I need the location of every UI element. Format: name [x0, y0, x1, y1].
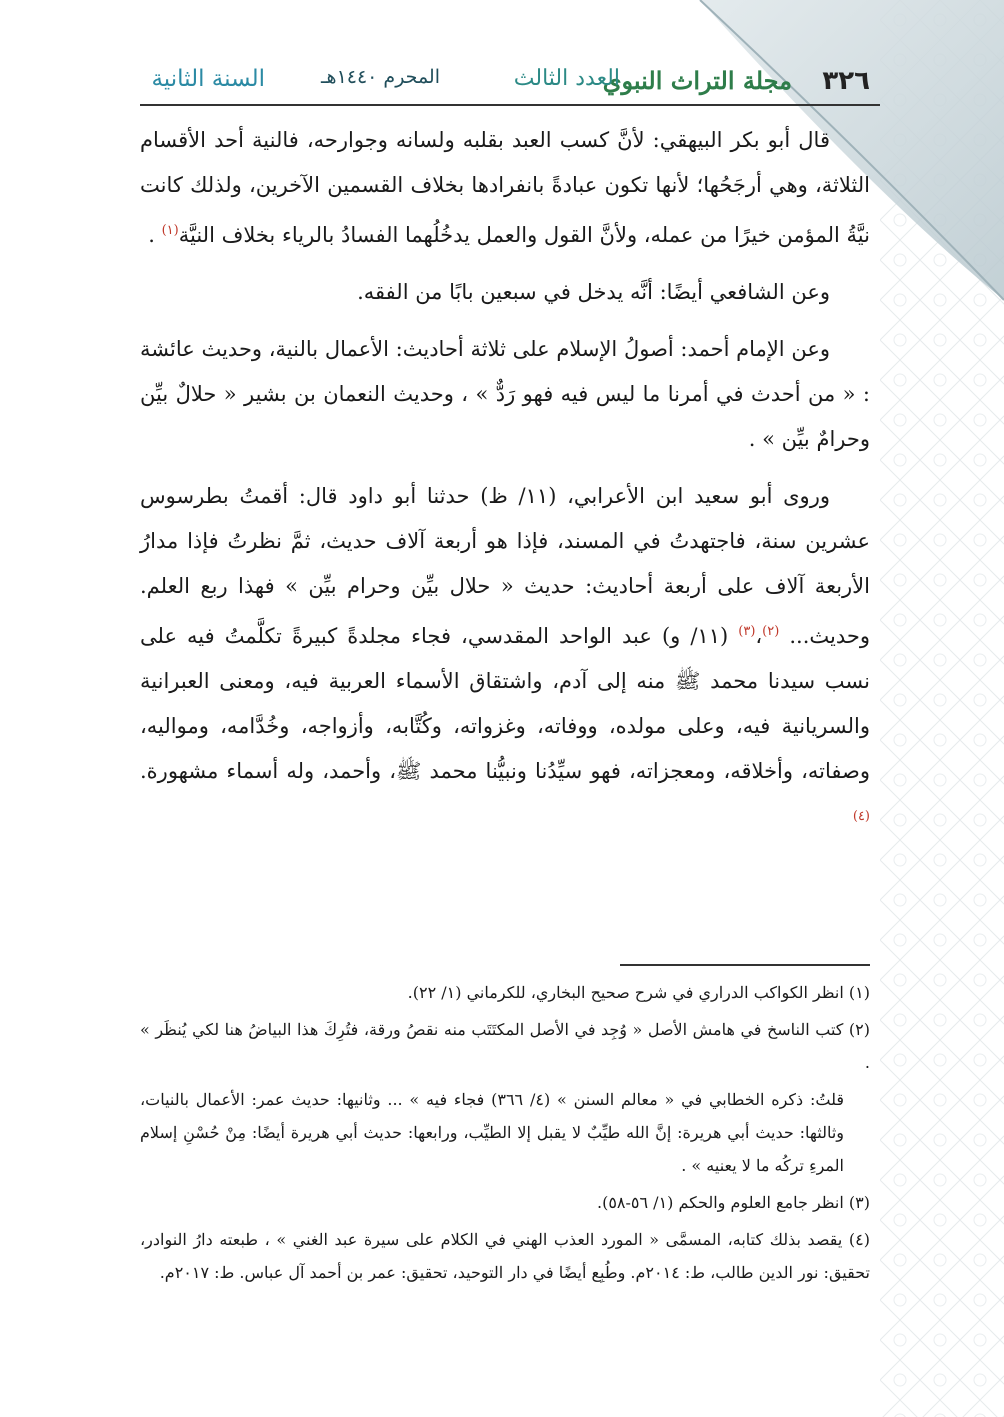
footnote-ref: (٢)	[762, 624, 780, 639]
footnote-3: (٣) انظر جامع العلوم والحكم (١/ ٥٦-٥٨).	[596, 1193, 870, 1212]
footnote-4: (٤) يقصد بذلك كتابه، المسمَّى « المورد العذب الهني في الكلام على سيرة عبد الغني » ، طبعته دارُ النوادر، تحقيق: نور الدين طالب، ط: ٢٠١٤م. وطُبِع أيضًا في دار التوحيد، تحقيق: عمر بن أحمد آل عباس. ط: ٢٠١٧م.	[140, 1230, 870, 1282]
paragraph-shafii: وعن الشافعي أيضًا: أنَّه يدخل في سبعين بابًا من الفقه.	[357, 280, 830, 304]
footnote-2: (٢) كتب الناسخ في هامش الأصل « وُجِد في الأصل المكتَتَب منه نقصُ ورقة، فتُرِكَ هذا البياضُ هنا لكي يُنظَر » .	[140, 1020, 870, 1072]
paragraph-text: (١١/ و) عبد الواحد المقدسي، فجاء مجلدةً كبيرةً تكلَّمتُ فيه على نسب سيدنا محمد ﷺ منه إلى آدم، واشتقاق الأسماء العربية فيه، ومعنى العبرانية والسريانية فيه، وعلى مولده، ووفاته، وغزواته، وكُتَّابه، وأزواجه، وخُدَّامه، ومواليه، وصفاته، وأخلاقه، ومعجزاته، فهو سيِّدُنا ونبيُّنا محمد ﷺ، وأحمد، وله أسماء مشهورة.	[140, 624, 870, 783]
footnote-1: (١) انظر الكواكب الدراري في شرح صحيح البخاري، للكرماني (١/ ٢٢).	[407, 983, 870, 1002]
year-label: السنة الثانية	[151, 66, 265, 92]
issue-date: المحرم ١٤٤٠هـ	[320, 66, 440, 88]
page-number: ٣٢٦	[822, 66, 870, 96]
main-text	[140, 118, 870, 856]
paragraph-ahmad: وعن الإمام أحمد: أصولُ الإسلام على ثلاثة أحاديث: الأعمال بالنية، وحديث عائشة : « من أحدث في أمرنا ما ليس فيه فهو رَدٌّ » ، وحديث النعمان بن بشير « حلالٌ بيِّن وحرامٌ بيِّن » .	[140, 337, 870, 451]
footnote-2-note: قلتُ: ذكره الخطابي في « معالم السنن » (٤/ ٣٦٦) فجاء فيه » ... وثانيها: حديث عمر: الأعمال بالنيات، وثالثها: حديث أبي هريرة: إنَّ الله طيِّبٌ لا يقبل إلا الطيِّب، ورابعها: حديث أبي هريرة أيضًا: مِنْ حُسْنِ إسلام المرءِ تركُه ما لا يعنيه » .	[140, 1090, 845, 1175]
paragraph-ibn-arabi: وروى أبو سعيد ابن الأعرابي، (١١/ ظ) حدثنا أبو داود قال: أقمتُ بطرسوس عشرين سنة، فاجتهدتُ في المسند، فإذا هو أربعة آلاف حديث، ثمَّ نظرتُ فإذا مدارُ الأربعة آلاف على أربعة أحاديث: حديث « حلال بيِّن وحرام بيِّن » فهذا ربع العلم. وحديث... $^{(٢)}$،$^{(٣)}$ (١١/ و) عبد الواحد المقدسي، فجاء مجلدةً كبيرةً تكلَّمتُ فيه على نسب سيدنا محمد ﷺ منه إلى آدم، واشتقاق الأسماء العربية فيه، ومعنى العبرانية والسريانية فيه، وعلى مولده، ووفاته، وغزواته، وكُتَّابه، وأزواجه، وخُدَّامه، ومواليه، وصفاته، وأخلاقه، ومعجزاته، فهو سيِّدُنا ونبيُّنا محمد ﷺ، وأحمد، وله أسماء مشهورة.$^{(٤)}$	[140, 484, 871, 824]
footnote-separator	[620, 964, 870, 966]
footnote-ref: (٣)	[738, 624, 756, 639]
header-rule	[140, 104, 880, 106]
paragraph-text: قال أبو بكر البيهقي: لأنَّ كسب العبد بقلبه ولسانه وجوارحه، فالنية أحد الأقسام الثلاثة، وهي أرجَحُها؛ لأنها تكون عبادةً بانفرادها بخلاف القسمين الآخرين، ولذلك كانت نيَّةُ المؤمن خيرًا من عمله، ولأنَّ القول والعمل يدخُلُهما الفسادُ بالرياء بخلاف النيَّة	[140, 128, 870, 247]
journal-name: مجلة التراث النبوي	[602, 66, 792, 95]
footnote-ref: (٤)	[852, 809, 870, 824]
paragraph-bayhaqi	[140, 118, 870, 258]
paragraph-text: وروى أبو سعيد ابن الأعرابي، (١١/ ظ) حدثنا أبو داود قال: أقمتُ بطرسوس عشرين سنة، فاجتهدتُ في المسند، فإذا هو أربعة آلاف حديث، ثمَّ نظرتُ فإذا مدارُ الأربعة آلاف على أربعة أحاديث: حديث « حلال بيِّن وحرام بيِّن » فهذا ربع العلم. وحديث...	[140, 484, 871, 648]
footnotes	[140, 976, 870, 1293]
footnote-ref: (١)	[161, 223, 179, 238]
issue-number: العدد الثالث	[513, 66, 620, 91]
paragraph-end: .	[148, 223, 162, 247]
